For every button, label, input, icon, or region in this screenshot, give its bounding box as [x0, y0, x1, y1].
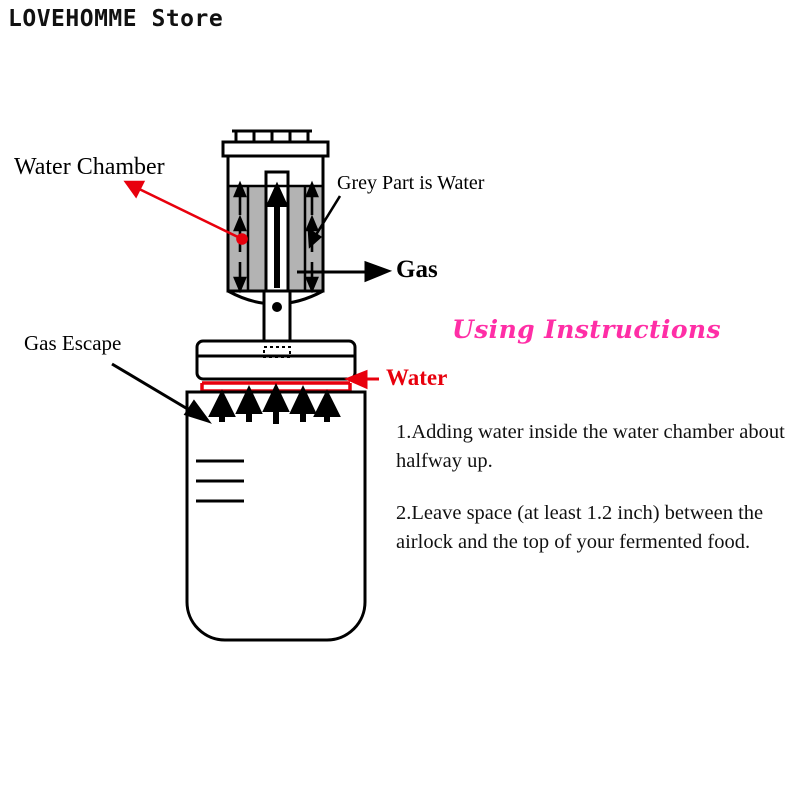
mason-jar-body — [187, 392, 365, 640]
label-water: Water — [386, 365, 448, 390]
chamber-vent-cap — [223, 142, 328, 156]
label-grey-part-is-water: Grey Part is Water — [337, 172, 485, 194]
instructions-block — [396, 418, 792, 580]
label-water-chamber: Water Chamber — [14, 154, 165, 180]
using-instructions-title: Using Instructions — [452, 315, 721, 344]
gas-escape-arrows — [213, 390, 336, 424]
instruction-item-2: 2.Leave space (at least 1.2 inch) between the airlock and the top of your fermented food. — [396, 502, 764, 553]
store-brand-label: LOVEHOMME Store — [8, 6, 224, 32]
label-gas-escape: Gas Escape — [24, 331, 122, 355]
label-gas: Gas — [396, 256, 438, 283]
jar-measure-marks — [196, 461, 244, 501]
instruction-item-1: 1.Adding water inside the water chamber about halfway up. — [396, 421, 785, 472]
gas-tube-dot — [272, 302, 282, 312]
gas-tube-down — [264, 291, 290, 343]
